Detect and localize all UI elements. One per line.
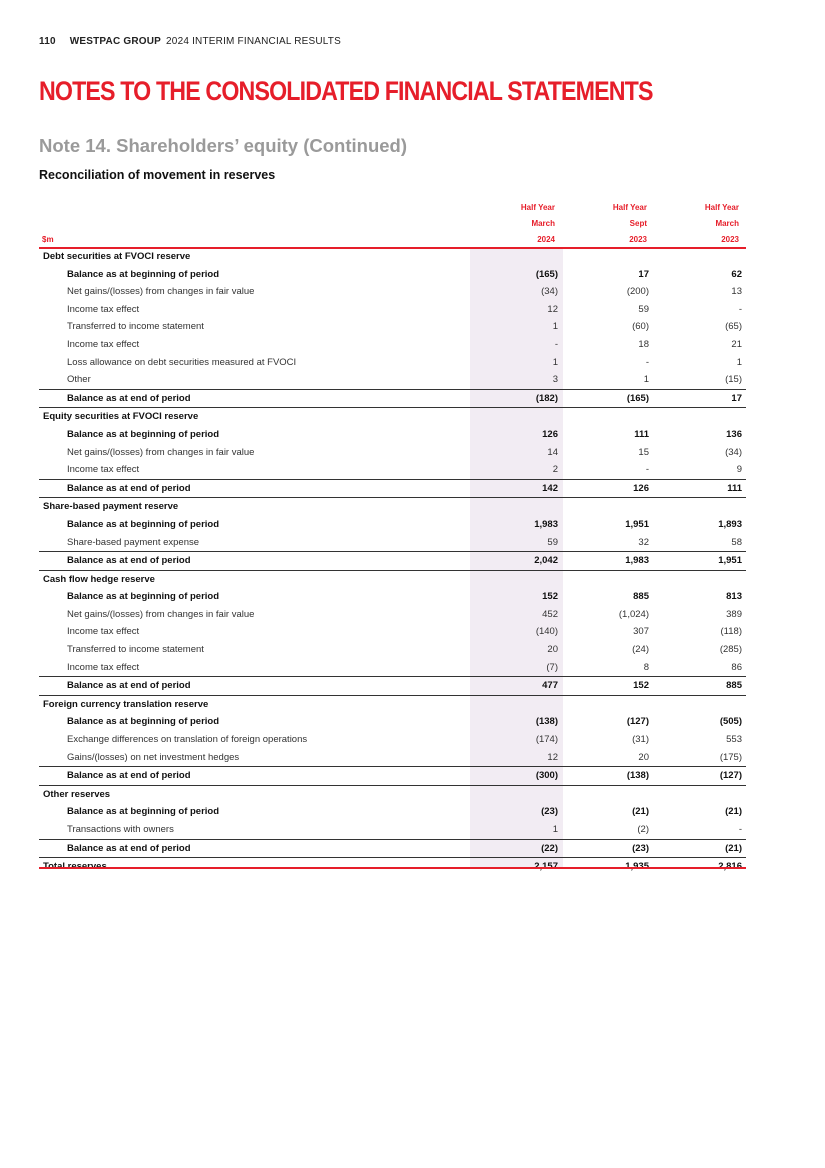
table-row (39, 785, 746, 804)
row-label: Transferred to income statement (67, 644, 204, 656)
cell-value: (165) (535, 268, 558, 280)
table-row (39, 461, 746, 479)
table-row (39, 479, 746, 498)
table-row (39, 371, 746, 389)
row-label: Net gains/(losses) from changes in fair value (67, 608, 255, 620)
cell-value: (165) (626, 392, 649, 404)
column-header-3: Half Year March 2023 (704, 203, 739, 244)
cell-value: (127) (626, 716, 649, 728)
cell-value: (7) (546, 661, 558, 673)
table-bottom-divider (39, 867, 746, 869)
cell-value: 152 (542, 591, 558, 603)
cell-value: 553 (726, 734, 742, 746)
table-row (39, 731, 746, 749)
table-row (39, 551, 746, 570)
row-label: Balance as at beginning of period (67, 591, 220, 603)
cell-value: (34) (725, 446, 742, 458)
cell-value: 12 (547, 751, 558, 763)
cell-value: 3 (552, 374, 558, 386)
row-label: Balance as at beginning of period (67, 428, 220, 440)
cell-value: 1 (643, 374, 649, 386)
cell-value: - (645, 464, 649, 476)
row-label: Transferred to income statement (67, 321, 204, 333)
cell-value: 14 (547, 446, 558, 458)
row-label: Share-based payment reserve (43, 501, 179, 513)
cell-value: (174) (535, 734, 558, 746)
cell-value: 813 (726, 591, 742, 603)
cell-value: 20 (638, 751, 649, 763)
cell-value: 1,983 (625, 555, 649, 567)
cell-value: (1,024) (618, 608, 649, 620)
row-label: Balance as at end of period (67, 482, 191, 494)
cell-value: 126 (633, 482, 649, 494)
cell-value: 1,983 (534, 518, 558, 530)
row-label: Cash flow hedge reserve (43, 573, 155, 585)
cell-value: 8 (643, 661, 649, 673)
table-row (39, 713, 746, 731)
cell-value: (140) (535, 626, 558, 638)
page-number: 110 (39, 36, 56, 47)
row-label: Balance as at end of period (67, 392, 191, 404)
cell-value: (200) (626, 286, 649, 298)
table-row (39, 389, 746, 408)
table-row (39, 534, 746, 552)
cell-value: 885 (726, 680, 742, 692)
cell-value: - (738, 303, 742, 315)
cell-value: (505) (719, 716, 742, 728)
table-row (39, 659, 746, 677)
cell-value: (285) (719, 644, 742, 656)
cell-value: 2 (552, 464, 558, 476)
row-label: Balance as at end of period (67, 680, 191, 692)
cell-value: 59 (638, 303, 649, 315)
row-label: Balance as at beginning of period (67, 268, 220, 280)
cell-value: 17 (638, 268, 649, 280)
table-row (39, 426, 746, 444)
reserves-table (39, 248, 746, 876)
cell-value: 12 (547, 303, 558, 315)
cell-value: 86 (731, 661, 742, 673)
cell-value: 2,042 (534, 555, 558, 567)
cell-value: (21) (725, 806, 742, 818)
cell-value: - (738, 824, 742, 835)
row-label: Loss allowance on debt securities measured at FVOCI (67, 356, 297, 368)
table-row (39, 821, 746, 839)
row-label: Net gains/(losses) from changes in fair value (67, 286, 255, 298)
cell-value: 389 (726, 608, 742, 620)
cell-value: 59 (547, 536, 558, 548)
table-row (39, 407, 746, 426)
cell-value: 1 (736, 356, 742, 368)
cell-value: 136 (726, 428, 742, 440)
table-row (39, 336, 746, 354)
table-row (39, 266, 746, 284)
section-title: Reconciliation of movement in reserves (39, 168, 276, 182)
row-label: Transactions with owners (67, 824, 174, 835)
table-row (39, 695, 746, 714)
cell-value: - (554, 338, 558, 350)
cell-value: 1 (552, 824, 558, 835)
table-row (39, 749, 746, 767)
row-label: Income tax effect (67, 464, 140, 476)
table-row (39, 301, 746, 319)
cell-value: (138) (626, 770, 649, 782)
table-row (39, 516, 746, 534)
cell-value: 1,893 (718, 518, 742, 530)
cell-value: (60) (632, 321, 649, 333)
cell-value: (65) (725, 321, 742, 333)
table-row (39, 354, 746, 372)
row-label: Income tax effect (67, 661, 140, 673)
cell-value: 142 (542, 482, 558, 494)
cell-value: (300) (535, 770, 558, 782)
cell-value: 13 (731, 286, 742, 298)
row-label: Income tax effect (67, 303, 140, 315)
row-label: Debt securities at FVOCI reserve (43, 251, 191, 262)
cell-value: (31) (632, 734, 649, 746)
cell-value: 152 (633, 680, 649, 692)
cell-value: (182) (535, 392, 558, 404)
table-row (39, 839, 746, 858)
row-label: Exchange differences on translation of foreign operations (67, 734, 308, 746)
cell-value: (2) (637, 824, 649, 835)
cell-value: 307 (633, 626, 649, 638)
cell-value: 126 (542, 428, 558, 440)
cell-value: 17 (731, 392, 742, 404)
cell-value: (22) (541, 842, 558, 854)
page-header (39, 36, 341, 47)
row-label: Net gains/(losses) from changes in fair value (67, 446, 255, 458)
cell-value: 15 (638, 446, 649, 458)
cell-value: (24) (632, 644, 649, 656)
row-label: Income tax effect (67, 338, 140, 350)
cell-value: 111 (727, 482, 742, 494)
row-label: Equity securities at FVOCI reserve (43, 411, 199, 423)
note-title: Note 14. Shareholders’ equity (Continued) (39, 135, 407, 156)
table-row (39, 606, 746, 624)
row-label: Balance as at end of period (67, 555, 191, 567)
company-name: WESTPAC GROUP (69, 36, 162, 47)
table-row (39, 444, 746, 462)
cell-value: 32 (638, 536, 649, 548)
row-label: Balance as at beginning of period (67, 716, 220, 728)
cell-value: 477 (542, 680, 558, 692)
report-name: 2024 INTERIM FINANCIAL RESULTS (166, 36, 341, 47)
row-label: Balance as at end of period (67, 770, 191, 782)
row-label: Balance as at end of period (67, 842, 191, 854)
cell-value: - (645, 356, 649, 368)
cell-value: 9 (736, 464, 742, 476)
table-row (39, 588, 746, 606)
cell-value: (34) (541, 286, 558, 298)
cell-value: (15) (725, 374, 742, 386)
row-label: Balance as at beginning of period (67, 806, 220, 818)
cell-value: (23) (541, 806, 558, 818)
row-label: Balance as at beginning of period (67, 518, 220, 530)
cell-value: (118) (720, 626, 742, 638)
cell-value: 62 (731, 268, 742, 280)
row-label: Income tax effect (67, 626, 140, 638)
table-row (39, 803, 746, 821)
cell-value: 1 (552, 356, 558, 368)
cell-value: 20 (547, 644, 558, 656)
row-label: Other reserves (43, 788, 111, 800)
cell-value: (127) (719, 770, 742, 782)
cell-value: 111 (634, 428, 649, 440)
column-header-2: Half Year Sept 2023 (612, 203, 647, 244)
cell-value: (175) (719, 751, 742, 763)
unit-label: $m (42, 235, 54, 244)
row-label: Share-based payment expense (67, 536, 200, 548)
cell-value: 1,951 (718, 555, 742, 567)
row-label: Gains/(losses) on net investment hedges (67, 751, 240, 763)
cell-value: (23) (632, 842, 649, 854)
cell-value: 885 (633, 591, 649, 603)
table-row (39, 766, 746, 785)
table-row (39, 497, 746, 516)
cell-value: (21) (725, 842, 742, 854)
page-title: NOTES TO THE CONSOLIDATED FINANCIAL STATEMENTS (39, 76, 653, 106)
table-row (39, 623, 746, 641)
table-row (39, 283, 746, 301)
table-row (39, 641, 746, 659)
cell-value: 58 (731, 536, 742, 548)
cell-value: 452 (542, 608, 558, 620)
row-label: Foreign currency translation reserve (43, 698, 209, 710)
column-header-1: Half Year March 2024 (520, 203, 555, 244)
cell-value: 18 (638, 338, 649, 350)
row-label: Other (67, 374, 91, 386)
table-row (39, 676, 746, 695)
cell-value: (21) (632, 806, 649, 818)
cell-value: (138) (535, 716, 558, 728)
cell-value: 21 (731, 338, 742, 350)
table-row (39, 318, 746, 336)
cell-value: 1,951 (625, 518, 649, 530)
cell-value: 1 (552, 321, 558, 333)
table-row (39, 570, 746, 589)
table-row (39, 248, 746, 266)
